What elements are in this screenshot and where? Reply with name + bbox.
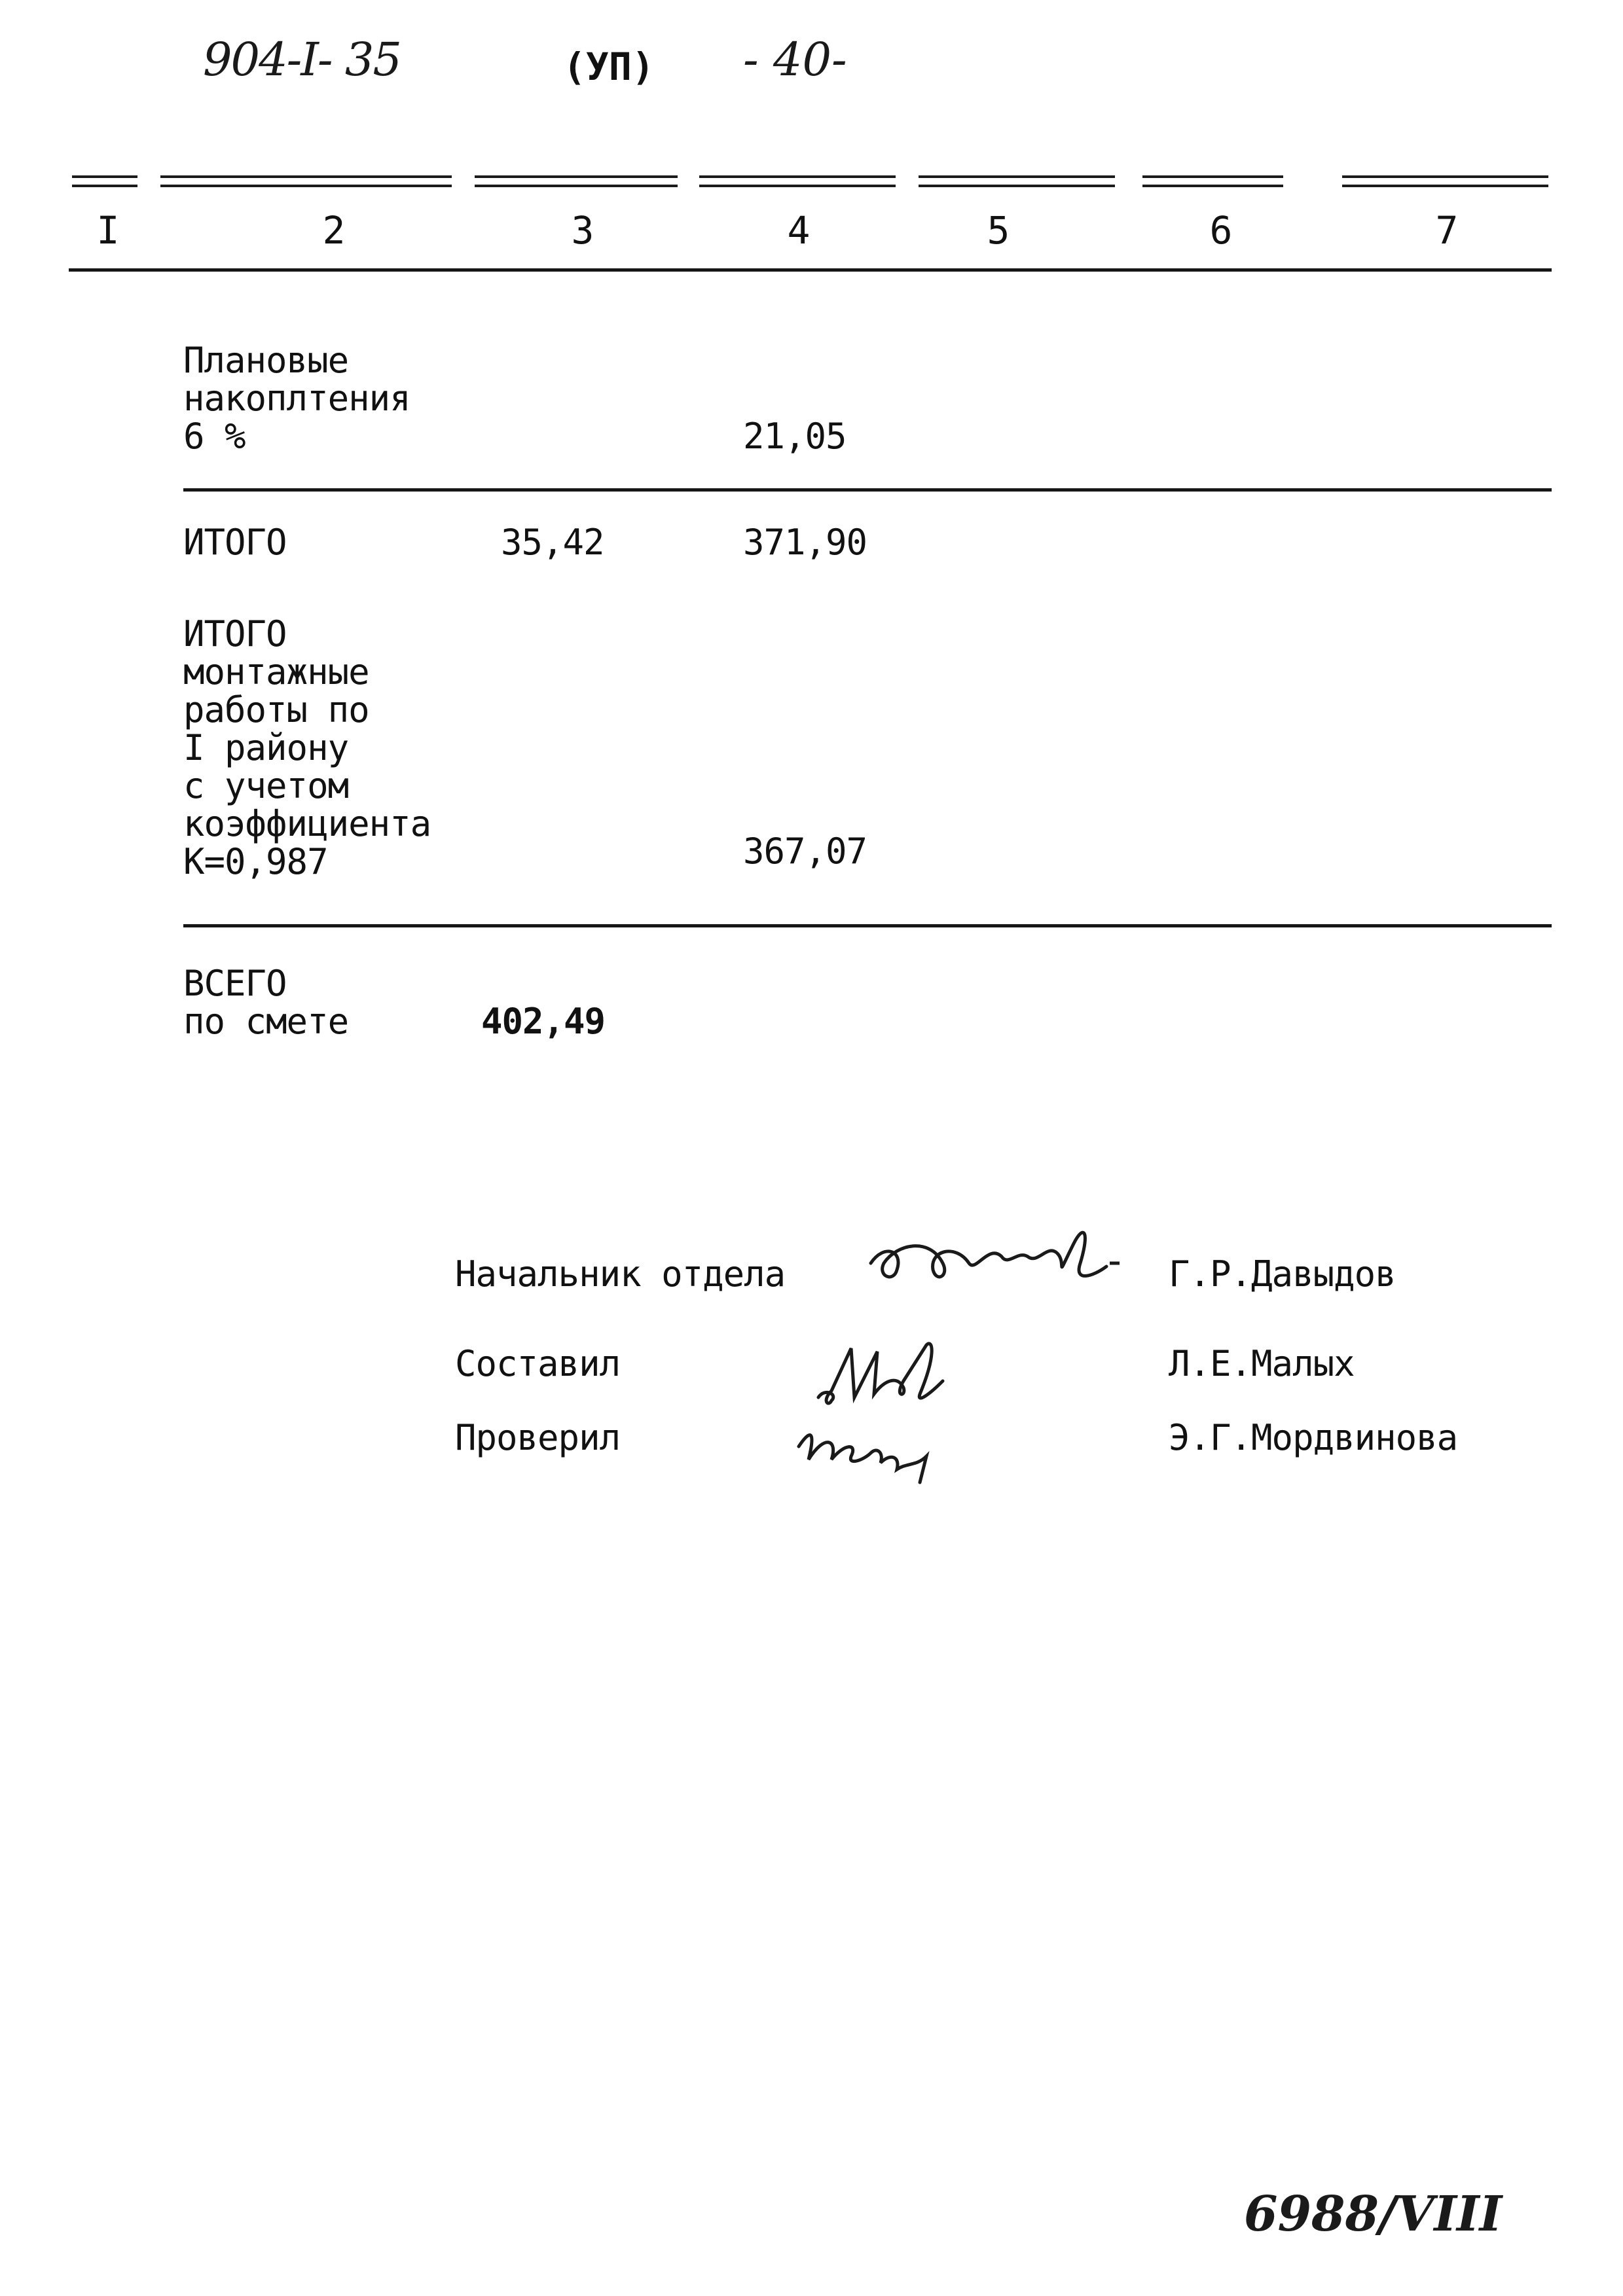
row-planned-savings-col4: 21,05: [743, 416, 847, 457]
row-total-label: ИТОГО: [183, 522, 287, 563]
row-total-col4: 371,90: [743, 522, 867, 563]
signature-compiled: [805, 1335, 989, 1416]
row-separator-1: [183, 488, 1552, 492]
signature-role-head: Начальник отдела: [455, 1253, 786, 1295]
signature-name-head: Г.Р.Давыдов: [1169, 1253, 1396, 1295]
column-number-6: 6: [1209, 208, 1233, 253]
column-number-4: 4: [787, 208, 811, 253]
signature-role-checked: Проверил: [455, 1417, 621, 1458]
archive-stamp: 6988/VIII: [1244, 2186, 1503, 2242]
signature-name-checked: Э.Г.Мордвинова: [1169, 1417, 1458, 1458]
column-number-5: 5: [987, 208, 1010, 253]
row-grand-total-col3: 402,49: [481, 1001, 606, 1042]
table-header-bottom-rule: [69, 268, 1552, 272]
column-number-2: 2: [322, 208, 346, 253]
row-installation-total-col4: 367,07: [743, 831, 867, 872]
document-code: 904-I- 35: [203, 33, 401, 86]
row-grand-total-label: ВСЕГО по смете: [183, 963, 349, 1042]
column-number-3: 3: [571, 208, 594, 253]
row-installation-total-label: ИТОГО монтажные работы по I району с учетом коэффициента К=0,987: [183, 613, 431, 882]
signature-name-compiled: Л.Е.Малых: [1169, 1343, 1355, 1384]
column-number-1: I: [96, 208, 120, 253]
signature-head: [858, 1204, 1133, 1312]
row-total-col3: 35,42: [501, 522, 604, 563]
page-number: - 40-: [743, 33, 847, 86]
signature-role-compiled: Составил: [455, 1343, 621, 1384]
row-planned-savings-label: Плановые накоплтения 6 %: [183, 340, 410, 457]
row-separator-2: [183, 924, 1552, 927]
column-number-7: 7: [1435, 208, 1459, 253]
album-number: (УП): [563, 45, 655, 89]
signature-checked: [786, 1407, 956, 1495]
